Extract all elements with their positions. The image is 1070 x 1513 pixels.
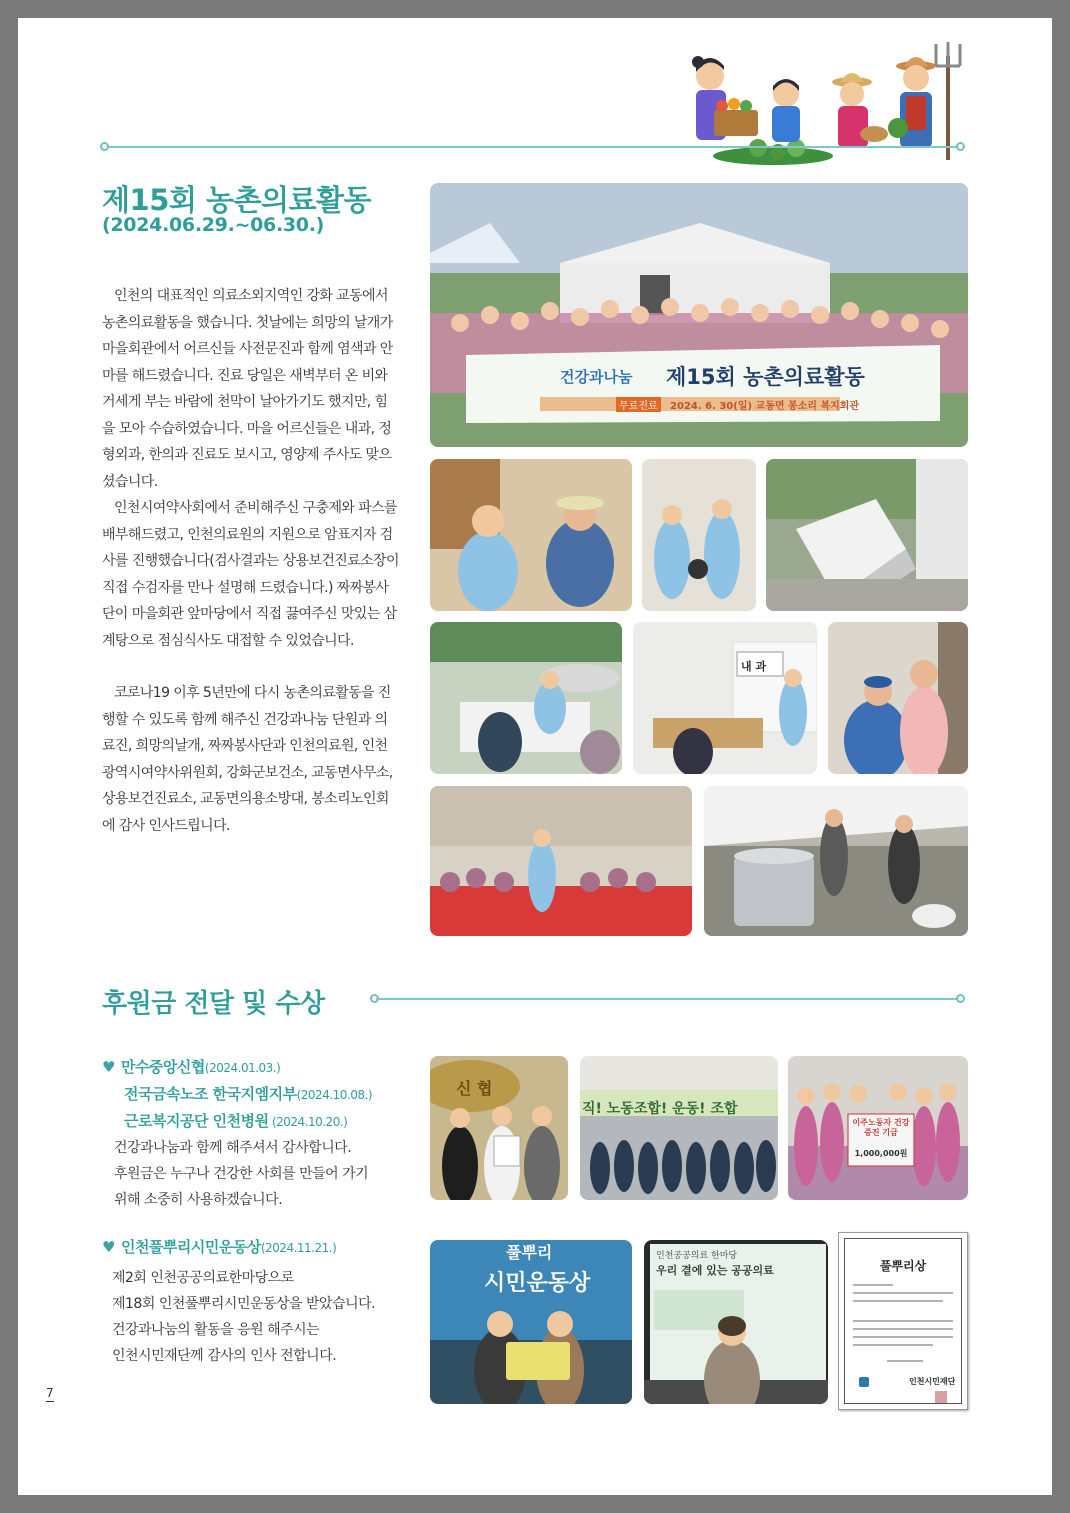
photo-hospital-donation — [788, 1056, 968, 1200]
award-text-4: 인천시민재단께 감사의 인사 전합니다. — [112, 1348, 337, 1364]
banner-brand: 건강과나눔 — [560, 368, 633, 386]
header-rule-dot-left — [100, 142, 109, 151]
section1-date: (2024.06.29.~06.30.) — [102, 214, 325, 236]
donor-name-1: 만수중앙신협 — [120, 1058, 205, 1076]
section1-paragraph-2: 인천시여약사회에서 준비해주신 구충제와 파스를 배부해드렸고, 인천의료원의 지원으로 암표지자 검사를 진행했습니다(검사결과는 상용보건진료소장이 직접 수검자를 만나 설명해 드렸습니다.) 짜짜봉사단이 마을회관 앞마당에서 직접 끓여주신 맛있는 삼계탕으로 점심식사도 대접할 수 있었습니다. — [102, 500, 399, 649]
photo-sign-shinhyup: 신 협 — [456, 1079, 493, 1098]
heart-icon: ♥ — [102, 1238, 115, 1256]
award-text-3: 건강과나눔의 활동을 응원 해주시는 — [112, 1322, 320, 1338]
page-number: 7 — [46, 1386, 54, 1400]
donor-date-3: (2024.10.20.) — [268, 1115, 348, 1129]
photo-stage-top: 풀뿌리 — [506, 1243, 553, 1262]
certificate-body-lines — [853, 1281, 955, 1371]
section1-title: 제15회 농촌의료활동 — [102, 183, 372, 217]
certificate-seal-icon — [935, 1391, 947, 1403]
certificate-title: 풀뿌리상 — [879, 1259, 927, 1273]
award-block — [102, 1234, 375, 1369]
screen-title-1: 인천공공의료 한마당 — [656, 1251, 738, 1261]
donor-date-2: (2024.10.08.) — [296, 1088, 372, 1102]
header-rule-dot-right — [956, 142, 965, 151]
award-text-1: 제2회 인천공공의료한마당으로 — [112, 1270, 294, 1286]
banner-detail: 2024. 6. 30(일) 교동면 봉소리 복지회관 — [670, 401, 860, 412]
photo-shinhyup-donation — [430, 1056, 568, 1200]
photo-outdoor-clinic — [430, 622, 622, 774]
photo-exam — [642, 459, 756, 611]
header-rule — [106, 146, 960, 148]
photo-samgyetang-cooking — [704, 786, 968, 936]
donations-block — [102, 1054, 372, 1213]
certificate-org: 인천시민재단 — [909, 1377, 956, 1386]
photo-award-stage — [430, 1240, 632, 1404]
farmers-illustration — [678, 36, 978, 168]
photo-collapsed-tent — [766, 459, 968, 611]
photo-award-speech — [644, 1240, 828, 1404]
photo-consultation — [430, 459, 632, 611]
group-photo — [430, 183, 968, 447]
donor-date-1: (2024.01.03.) — [204, 1061, 281, 1075]
clinic-sign: 내 과 — [741, 660, 767, 673]
donation-text-1: 건강과나눔과 함께 해주셔서 감사합니다. — [114, 1140, 352, 1156]
screen-title-2: 우리 곁에 있는 공공의료 — [656, 1264, 774, 1277]
photo-board-amount: 1,000,000원 — [854, 1149, 908, 1158]
photo-union-banner: 직! 노동조합! 운동! 조합 — [582, 1101, 738, 1117]
section1-paragraph-1: 인천의 대표적인 의료소외지역인 강화 교동에서 농촌의료활동을 했습니다. 첫날에는 희망의 날개가 마을회관에서 어르신들 사전문진과 함께 염색과 안마를 해드렸습니다. 진료 당일은 새벽부터 온 비와 거세게 부는 바람에 천막이 날아가기도 했지만, 힘을 모아 수습하였습니다. 마을 어르신들은 내과, 정형외과, 한의과 진료도 보시고, 영양제 주사도 맞으셨습니다. — [102, 288, 393, 490]
award-certificate — [838, 1232, 968, 1410]
section2-rule-dot-right — [956, 994, 965, 1003]
heart-icon: ♥ — [102, 1058, 115, 1076]
award-date: (2024.11.21.) — [260, 1241, 337, 1255]
donor-name-3: 근로복지공단 인천병원 — [124, 1112, 269, 1130]
photo-clinic-room — [633, 622, 817, 774]
section2-title: 후원금 전달 및 수상 — [102, 989, 325, 1019]
donation-text-2: 후원금은 누구나 건강한 사회를 만들어 가기 — [114, 1166, 369, 1182]
photo-board-title: 이주노동자 건강증진 기금 — [852, 1118, 910, 1137]
section2-rule — [376, 998, 960, 1000]
section1-body — [102, 283, 400, 839]
newsletter-page — [18, 18, 1052, 1495]
photo-stage-text: 시민운동상 — [484, 1271, 591, 1296]
photo-union-donation — [580, 1056, 778, 1200]
certificate-logo-icon — [859, 1377, 869, 1387]
banner-title: 제15회 농촌의료활동 — [666, 365, 865, 389]
donor-name-2: 전국금속노조 한국지엠지부 — [124, 1085, 297, 1103]
banner-tag: 무료진료 — [616, 397, 661, 412]
donation-text-3: 위해 소중히 사용하겠습니다. — [114, 1192, 283, 1208]
award-text-2: 제18회 인천풀뿌리시민운동상을 받았습니다. — [112, 1296, 376, 1312]
photo-hall-gathering — [430, 786, 692, 936]
section1-paragraph-3: 코로나19 이후 5년만에 다시 농촌의료활동을 진행할 수 있도록 함께 해주신 건강과나눔 단원과 의료진, 희망의날개, 짜짜봉사단과 인천의료원, 인천광역시여약사위원회, 강화군보건소, 교동면사무소, 상용보건진료소, 교동면의용소방대, 봉소리노인회에 감사 인사드립니다. — [102, 685, 393, 834]
photo-massage — [828, 622, 968, 774]
award-name: 인천풀뿌리시민운동상 — [120, 1238, 261, 1256]
